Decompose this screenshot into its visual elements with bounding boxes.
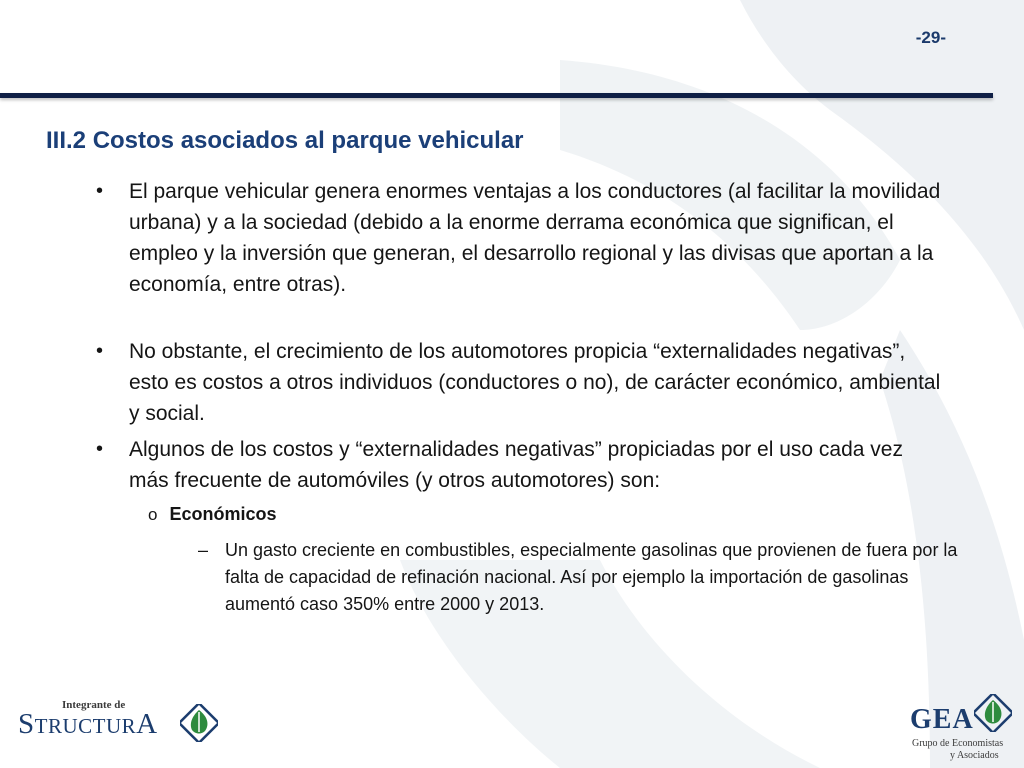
bullet-text: Algunos de los costos y “externalidades negativas” propiciadas por el uso cada vez más frecuente de automóviles (y otros automotores) son: xyxy=(129,438,903,492)
gea-subtitle-line1: Grupo de Economistas xyxy=(912,738,1004,749)
gea-emblem-icon xyxy=(974,694,1012,732)
bullet-mark: • xyxy=(96,180,104,202)
slide-title: III.2 Costos asociados al parque vehicular xyxy=(46,127,524,154)
subbullet-mark: o xyxy=(148,505,158,524)
subbullet-text: Económicos xyxy=(169,504,277,524)
page-number: -29- xyxy=(915,28,946,47)
header-rule xyxy=(0,93,993,98)
structura-wordmark-final: A xyxy=(136,708,158,740)
bullet-item xyxy=(96,336,946,429)
bullet-item xyxy=(96,176,946,300)
bullet-mark: • xyxy=(96,438,104,460)
bullet-text: No obstante, el crecimiento de los automotores propicia “externalidades negativas”, esto es costos a otros individuos (conductores o no), de carácter económico, ambiental y social. xyxy=(129,340,941,425)
dash-mark: – xyxy=(198,540,209,560)
structura-wordmark-initial: S xyxy=(18,708,35,740)
bullet-mark: • xyxy=(96,340,104,362)
bullet-item xyxy=(96,434,946,496)
bullet-text: El parque vehicular genera enormes ventajas a los conductores (al facilitar la movilidad urbana) y a la sociedad (debido a la enorme derrama económica que significan, el empleo y la inversión que generan, el desarrollo regional y las divisas que aportan a la economía, entre otras). xyxy=(129,180,941,296)
structura-emblem-icon xyxy=(180,704,218,742)
structura-wordmark xyxy=(18,708,158,741)
dash-item xyxy=(198,537,958,618)
gea-wordmark: GEA xyxy=(910,704,974,735)
dash-text: Un gasto creciente en combustibles, especialmente gasolinas que provienen de fuera por la falta de capacidad de refinación nacional. Así por ejemplo la importación de gasolinas aumentó caso 350% entre 2000 y 2013. xyxy=(225,540,958,614)
structura-tagline: Integrante de xyxy=(62,699,126,711)
structura-wordmark-middle: TRUCTUR xyxy=(34,714,137,738)
subbullet-item xyxy=(148,502,277,527)
gea-subtitle-line2: y Asociados xyxy=(950,750,999,761)
